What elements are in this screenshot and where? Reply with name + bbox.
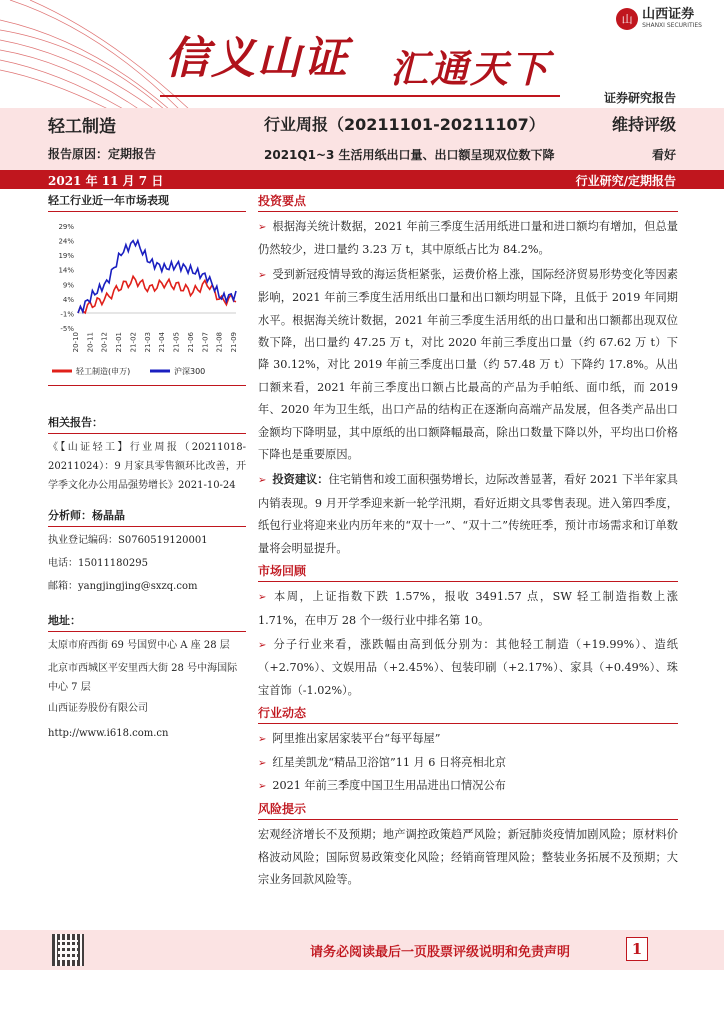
series-line-light-industry	[78, 276, 236, 313]
arrow-icon: ➢	[258, 222, 267, 233]
weekly-title: 行业周报（20211101-20211107）	[264, 115, 545, 134]
date-bar	[0, 170, 724, 189]
page-number: 1	[626, 937, 648, 961]
analyst-cert: 执业登记编码：S0760519120001	[48, 535, 208, 546]
x-tick-label: 20-11	[86, 332, 95, 353]
address-taiyuan: 太原市府西街 69 号国贸中心 A 座 28 层	[48, 640, 230, 651]
arrow-icon: ➢	[258, 592, 267, 604]
x-tick-label: 21-02	[129, 332, 138, 353]
x-tick-label: 21-03	[143, 332, 152, 353]
analyst-phone: 电话：15011180295	[48, 558, 148, 569]
legend-label: 沪深300	[174, 367, 206, 376]
industry-title: 轻工制造	[48, 117, 116, 137]
analyst-title: 分析师：杨晶晶	[48, 507, 246, 527]
x-tick-label: 21-04	[158, 332, 167, 353]
series-line-csi300	[78, 241, 236, 313]
address-beijing: 北京市西城区平安里西大街 28 号中海国际中心 7 层	[48, 663, 238, 693]
company-name: 山西证券股份有限公司	[48, 703, 148, 714]
section-risk-title: 风险提示	[258, 800, 678, 820]
market-point-2: ➢ 分子行业来看，涨跌幅由高到低分别为：其他轻工制造（+19.99%）、造纸（+2.70%）、文娱用品（+2.45%）、包装印刷（+2.17%）、家具（+0.49%）、珠宝首饰（-1.02%）。	[258, 637, 678, 697]
report-reason: 报告原因：定期报告	[48, 147, 157, 161]
y-tick-label: 9%	[62, 281, 74, 290]
report-type: 证券研究报告	[603, 91, 676, 105]
news-item-1: ➢ 阿里推出家居家装平台“每平每屋”	[258, 732, 441, 746]
chart-title: 轻工行业近一年市场表现	[48, 192, 246, 212]
logo-cn: 山西证券	[642, 7, 695, 22]
report-category: 行业研究/定期报告	[575, 174, 676, 188]
arrow-icon: ➢	[258, 780, 267, 792]
arrow-icon: ➢	[258, 639, 267, 651]
market-point-1: ➢ 本周，上证指数下跌 1.57%，报收 3491.57 点，SW 轻工制造指数上涨 1.71%，在申万 28 个一级行业中排名第 10。	[258, 590, 678, 627]
x-tick-label: 21-06	[186, 332, 195, 353]
x-tick-label: 21-08	[215, 332, 224, 353]
y-tick-label: 14%	[58, 266, 74, 275]
x-tick-label: 20-12	[100, 332, 109, 353]
market-chart	[48, 216, 246, 386]
slogan-part1: 信义山证	[165, 33, 349, 84]
x-tick-label: 20-10	[72, 332, 80, 353]
related-report[interactable]: 《【山证轻工】行业周报（20211018-20211024）：9 月家具零售额环比改善，开学季文化办公用品强势增长》2021-10-24	[48, 442, 246, 491]
section-market-title: 市场回顾	[258, 562, 678, 582]
qr-code-icon	[52, 934, 84, 966]
y-tick-label: 19%	[58, 252, 74, 261]
rating: 维持评级	[611, 115, 676, 134]
y-tick-label: -5%	[60, 325, 74, 333]
x-tick-label: 21-09	[230, 332, 238, 353]
legend-label: 轻工制造(申万)	[76, 367, 131, 376]
x-tick-label: 21-05	[172, 332, 181, 353]
analyst-email[interactable]: 邮箱：yangjingjing@sxzq.com	[48, 581, 198, 592]
section-news-title: 行业动态	[258, 704, 678, 724]
y-tick-label: 29%	[58, 223, 74, 231]
related-title: 相关报告：	[48, 414, 246, 434]
address-title: 地址：	[48, 612, 246, 632]
news-item-3: ➢ 2021 年前三季度中国卫生用品进出口情况公布	[258, 778, 506, 792]
arrow-icon: ➢	[258, 757, 267, 769]
x-tick-label: 21-01	[115, 332, 124, 353]
banner	[0, 0, 724, 108]
slogan-part2: 汇通天下	[390, 46, 551, 91]
news-item-2: ➢ 红星美凯龙“精品卫浴馆”11 月 6 日将亮相北京	[258, 755, 507, 769]
right-column	[258, 192, 678, 894]
y-tick-label: -1%	[60, 310, 74, 319]
arrow-icon: ➢	[258, 475, 267, 487]
report-subtitle: 2021Q1~3 生活用纸出口量、出口额呈现双位数下降	[264, 148, 555, 162]
risk-text: 宏观经济增长不及预期；地产调控政策趋严风险；新冠肺炎疫情加剧风险；原材料价格波动风险；国际贸易政策变化风险；经销商管理风险；整装业务拓展不及预期；大宗业务回款风险等。	[258, 828, 678, 887]
outlook: 看好	[651, 148, 676, 162]
chart-svg	[48, 216, 246, 381]
arrow-icon: ➢	[258, 269, 267, 281]
logo-en: SHANXI SECURITIES	[642, 22, 702, 29]
left-column	[48, 192, 246, 743]
y-tick-label: 24%	[58, 237, 74, 246]
x-tick-label: 21-07	[201, 332, 210, 353]
arrow-icon: ➢	[258, 734, 267, 746]
company-logo	[616, 8, 702, 30]
logo-mark-icon: 山	[616, 8, 638, 30]
company-website[interactable]: http://www.i618.com.cn	[48, 728, 169, 739]
invest-advice: ➢ 投资建议：住宅销售和竣工面积强势增长，边际改善显著，看好 2021 下半年家具内销表现。9 月开学季迎来新一轮学汛期，看好近期文具零售表现。进入第四季度，纸包行业将迎来业内历年来的“双十一”、“双十二”传统旺季，预计市场需求和订单数量将会明显提升。	[258, 472, 678, 555]
section-invest-title: 投资要点	[258, 192, 678, 212]
invest-point-1: ➢ 根据海关统计数据，2021 年前三季度生活用纸进口量和进口额均有增加，但总量仍然较少，进口量约 3.23 万 t，其中原纸占比为 84.2%。	[258, 220, 678, 257]
disclaimer: 请务必阅读最后一页股票评级说明和免责声明	[310, 945, 571, 960]
invest-point-2: ➢ 受到新冠疫情导致的海运货柜紧张，运费价格上涨，国际经济贸易形势变化等因素影响，2021 年前三季度生活用纸出口量和出口额均明显下降，且低于 2019 年同期水平。根据海关统计数据，2021 年前三季度生活用纸的出口量和出口额都出现双位数下降，出口量约 47.25 万 t，对比 2020 年前三季度出口量（约 67.62 万 t）下降 30.12%，对比 2019 年前三季度出口量（约 57.48 万 t）下降约 17.8%。从出口额来看，2021 年前三季度出口额占比最高的产品为手帕纸、面巾纸，而 2019 年、2020 年为卫生纸，出口产品的结构正在逐渐向高端产品发展，但各类产品出口金额均下降明显，其中原纸的出口额降幅最高，除出口数量下降以外，平均出口价格下降也是重要原因。	[258, 267, 678, 462]
report-date: 2021 年 11 月 7 日	[48, 174, 164, 188]
y-tick-label: 4%	[62, 295, 74, 304]
